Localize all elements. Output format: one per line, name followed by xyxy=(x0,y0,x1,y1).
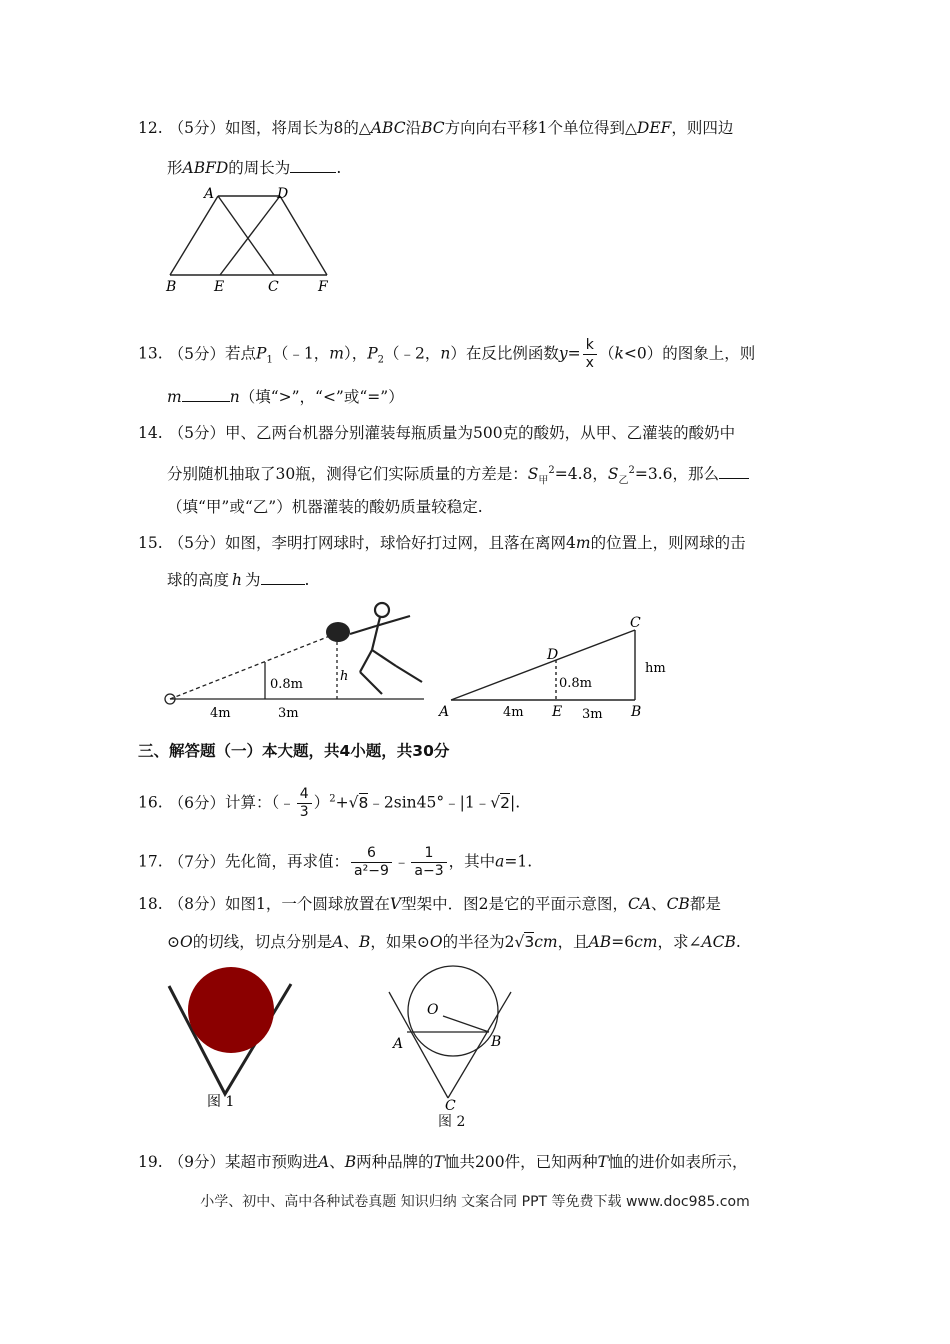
q16-score: （6分） xyxy=(168,793,226,812)
q15-text-b: 的位置上，则网球的击 xyxy=(590,534,746,552)
q15-end: . xyxy=(304,571,310,589)
q12-text-f: 的周长为 xyxy=(228,159,291,177)
q16-text: 计算：（﹣ xyxy=(225,793,295,812)
q12-text-e: 形 xyxy=(167,159,183,177)
q18-sep-2: 、 xyxy=(343,933,359,951)
q18-ca: CA xyxy=(627,895,652,913)
q16-rest: ﹣2sin45°﹣|1﹣ xyxy=(368,793,491,812)
q17-minus: ﹣ xyxy=(393,852,410,871)
q18-figure-1 xyxy=(165,962,305,1112)
q13-coord1: （﹣1， xyxy=(272,344,330,363)
q14-s-jia: S xyxy=(527,465,539,484)
q12-abfd: ABFD xyxy=(182,159,229,177)
q18-figure-2 xyxy=(385,962,525,1112)
q12-number: 12. xyxy=(138,119,163,137)
q18-cb: CB xyxy=(666,895,690,913)
section3-heading: 三、解答题（一）本大题，共4小题，共30分 xyxy=(138,742,450,760)
q18-text: 如图1，一个圆球放置在 xyxy=(225,895,390,913)
q14-line3 xyxy=(167,497,483,517)
q13-answer-blank[interactable] xyxy=(182,387,230,402)
q14-s-yi: S xyxy=(607,465,619,484)
q14-sq-2: 2 xyxy=(628,465,635,476)
q13-cond-open: （ xyxy=(598,344,615,363)
q17-f2-den: a−3 xyxy=(414,863,444,879)
q16-number: 16. xyxy=(138,793,163,812)
q13-number: 13. xyxy=(138,344,163,363)
q13-p1: P xyxy=(256,344,267,363)
q16-radicand-2: 2 xyxy=(500,793,510,812)
q12-answer-blank[interactable] xyxy=(290,158,336,173)
q18-text-2e: ，且 xyxy=(557,933,589,951)
q15-m: m xyxy=(575,534,591,552)
q18-score: （8分） xyxy=(168,895,226,913)
q15-score: （5分） xyxy=(168,534,226,552)
q19-number: 19. xyxy=(138,1153,163,1171)
q18-text-2c: ，如果⊙ xyxy=(370,933,430,951)
q12-label-e: E xyxy=(214,279,225,295)
q14-val2: =3.6，那么 xyxy=(634,465,720,484)
q13-frac-den: x xyxy=(585,355,594,371)
q19-t-1: T xyxy=(433,1153,445,1171)
q12-abc: ABC xyxy=(370,119,406,137)
q13-eq: = xyxy=(567,344,581,363)
q18-line2 xyxy=(167,932,741,952)
q17-tail: ，其中 xyxy=(448,852,496,871)
q13-score: （5分） xyxy=(168,344,226,363)
q17-f1-num: 6 xyxy=(351,845,392,863)
q15-text-2: 球的高度 xyxy=(167,571,230,589)
q12-figure xyxy=(160,183,350,298)
q16-line xyxy=(138,786,520,821)
q12-label-c: C xyxy=(268,279,279,295)
q13-line2-m: m xyxy=(167,388,182,406)
q18-radicand-3: 3 xyxy=(524,933,535,951)
q14-val1: =4.8， xyxy=(554,465,608,484)
q18-b: B xyxy=(358,933,371,951)
q15-left-height: 0.8m xyxy=(270,677,304,692)
q16-plus: + xyxy=(335,793,349,812)
ball-icon xyxy=(188,967,274,1053)
q15-right-label-b: B xyxy=(631,704,642,720)
q18-number: 18. xyxy=(138,895,163,913)
q17-line xyxy=(138,845,532,880)
q12-score: （5分） xyxy=(168,119,226,137)
q13-close2: ）在反比例函数 xyxy=(450,344,559,363)
q16-frac-den: 3 xyxy=(299,804,309,820)
q17-text: 先化简，再求值： xyxy=(225,852,350,871)
q15-line1 xyxy=(138,533,746,553)
q13-k: k xyxy=(614,344,624,363)
q19-text: 某超市预购进 xyxy=(225,1153,319,1171)
q14-text-2: 分别随机抽取了30瓶，测得它们实际质量的方差是： xyxy=(167,465,528,484)
q14-line1 xyxy=(138,423,735,443)
q15-right-d2: 3m xyxy=(582,707,603,722)
q19-sep: 、 xyxy=(329,1153,345,1171)
q17-tail-b: =1. xyxy=(504,852,533,871)
q18-fig1-caption: 图 1 xyxy=(207,1094,235,1110)
q17-fraction-2 xyxy=(411,845,446,880)
q18-text-2d: 的半径为2 xyxy=(442,933,515,951)
q15-number: 15. xyxy=(138,534,163,552)
q12-line1 xyxy=(138,118,733,138)
q15-right-hm: hm xyxy=(645,661,666,676)
q14-sq-1: 2 xyxy=(548,465,555,476)
q18-cm-1: cm xyxy=(534,933,558,951)
q14-line2 xyxy=(167,461,749,491)
q12-text-b: 沿 xyxy=(405,119,422,137)
q12-text-d: ，则四边 xyxy=(671,119,734,137)
q18-fig2-label-b: B xyxy=(491,1034,502,1050)
q15-left-d1: 4m xyxy=(210,706,231,721)
q19-text-c: 恤共200件，已知两种 xyxy=(444,1153,598,1171)
q13-frac-num: k xyxy=(583,337,597,355)
q15-left-h: h xyxy=(340,669,349,684)
q13-cond: <0）的图象上，则 xyxy=(623,344,756,363)
q18-a: A xyxy=(332,933,344,951)
q16-square: 2 xyxy=(329,793,336,805)
q15-right-height: 0.8m xyxy=(559,676,593,691)
q18-o-2: O xyxy=(429,933,443,951)
q12-label-f: F xyxy=(318,279,328,295)
q17-f1-den: a²−9 xyxy=(354,863,389,879)
q16-close-paren: ） xyxy=(313,793,330,812)
q13-sub2: 2 xyxy=(377,354,385,366)
q13-line1 xyxy=(138,337,755,372)
q18-fig2-label-c: C xyxy=(445,1098,456,1114)
tennis-player-icon xyxy=(350,603,422,694)
q18-v: V xyxy=(389,895,402,913)
q18-odot-1: ⊙ xyxy=(167,933,180,951)
q17-fraction-1 xyxy=(351,845,392,880)
q18-acb: ACB xyxy=(701,933,736,951)
q13-coord2: （﹣2， xyxy=(384,344,441,363)
q18-text-2g: ，求∠ xyxy=(657,933,702,951)
page-footer: 小学、初中、高中各种试卷真题 知识归纳 文案合同 PPT 等免费下载 www.doc985.com xyxy=(200,1194,750,1210)
q16-sqrt8: √8 xyxy=(348,793,369,812)
q18-cm-2: cm xyxy=(634,933,658,951)
q16-sqrt2: √2 xyxy=(490,793,510,812)
q18-fig2-label-o: O xyxy=(427,1002,439,1018)
q14-sub-yi: 乙 xyxy=(618,475,629,487)
q15-right-label-d: D xyxy=(547,647,559,663)
q18-line1 xyxy=(138,894,721,914)
q12-bc: BC xyxy=(421,119,445,137)
q18-sep: 、 xyxy=(651,895,667,913)
q19-line xyxy=(138,1152,747,1172)
q13-p2: P xyxy=(367,344,378,363)
q16-rest-c: |. xyxy=(509,793,521,812)
q18-fig2-caption: 图 2 xyxy=(438,1114,466,1130)
q15-left-d2: 3m xyxy=(278,706,299,721)
q12-line2 xyxy=(167,158,341,178)
q18-sqrt3: √3 xyxy=(514,933,535,951)
q15-answer-blank[interactable] xyxy=(261,570,305,585)
q15-text-2b: 为 xyxy=(245,571,261,589)
q13-y: y xyxy=(558,344,568,363)
q13-fraction xyxy=(583,337,597,372)
q14-sub-jia: 甲 xyxy=(538,475,549,487)
q18-o-1: O xyxy=(180,933,193,951)
q12-label-d: D xyxy=(277,186,289,202)
q17-number: 17. xyxy=(138,852,163,871)
q18-fig2-label-a: A xyxy=(393,1036,404,1052)
q14-number: 14. xyxy=(138,424,163,442)
q19-text-d: 恤的进价如表所示， xyxy=(607,1153,748,1171)
q13-line2-tail: （填“>”，“<”或“=”） xyxy=(239,388,404,406)
q15-h: h xyxy=(232,571,242,589)
q14-answer-blank[interactable] xyxy=(719,464,749,479)
q18-text-2f: =6 xyxy=(611,933,635,951)
q17-a: a xyxy=(495,852,505,871)
q12-def: DEF xyxy=(636,119,672,137)
q15-triangle-figure xyxy=(437,612,677,722)
q19-a: A xyxy=(318,1153,330,1171)
q16-frac-num: 4 xyxy=(297,786,312,804)
q14-score: （5分） xyxy=(168,424,226,442)
q18-text-2b: 的切线，切点分别是 xyxy=(192,933,333,951)
q19-t-2: T xyxy=(597,1153,608,1171)
q12-label-b: B xyxy=(166,279,177,295)
q18-ab: AB xyxy=(588,933,612,951)
q19-score: （9分） xyxy=(168,1153,226,1171)
q19-b: B xyxy=(344,1153,357,1171)
q14-text: 甲、乙两台机器分别灌装每瓶质量为500克的酸奶，从甲、乙灌装的酸奶中 xyxy=(225,424,736,442)
q12-label-a: A xyxy=(204,186,215,202)
q13-close1: ）， xyxy=(343,344,368,363)
q15-right-label-e: E xyxy=(552,704,563,720)
q15-tennis-figure xyxy=(160,598,440,723)
q13-line2-n: n xyxy=(229,388,240,406)
q18-end: . xyxy=(735,933,741,951)
q18-text-c: 都是 xyxy=(689,895,721,913)
q17-score: （7分） xyxy=(168,852,226,871)
q13-text: 若点 xyxy=(225,344,257,363)
q16-radicand-8: 8 xyxy=(358,793,369,812)
q18-text-b: 型架中．图2是它的平面示意图， xyxy=(401,895,628,913)
q13-m: m xyxy=(329,344,344,363)
q14-text-3: （填“甲”或“乙”）机器灌装的酸奶质量较稳定. xyxy=(167,498,483,516)
q15-right-label-c: C xyxy=(630,615,641,631)
q12-text-c: 方向向右平移1个单位得到△ xyxy=(444,119,637,137)
q12-end: . xyxy=(336,159,342,177)
q15-right-label-a: A xyxy=(439,704,450,720)
q13-sub1: 1 xyxy=(266,354,273,366)
q15-right-d1: 4m xyxy=(503,705,524,720)
q13-n: n xyxy=(440,344,451,363)
q13-line2 xyxy=(167,387,404,407)
q19-text-b: 两种品牌的 xyxy=(356,1153,434,1171)
q16-fraction xyxy=(297,786,312,821)
q15-text: 如图，李明打网球时，球恰好打过网，且落在离网4 xyxy=(225,534,576,552)
q17-f2-num: 1 xyxy=(411,845,446,863)
racket-icon xyxy=(326,622,350,642)
q15-line2 xyxy=(167,570,309,590)
q12-text: 如图，将周长为8的△ xyxy=(225,119,371,137)
